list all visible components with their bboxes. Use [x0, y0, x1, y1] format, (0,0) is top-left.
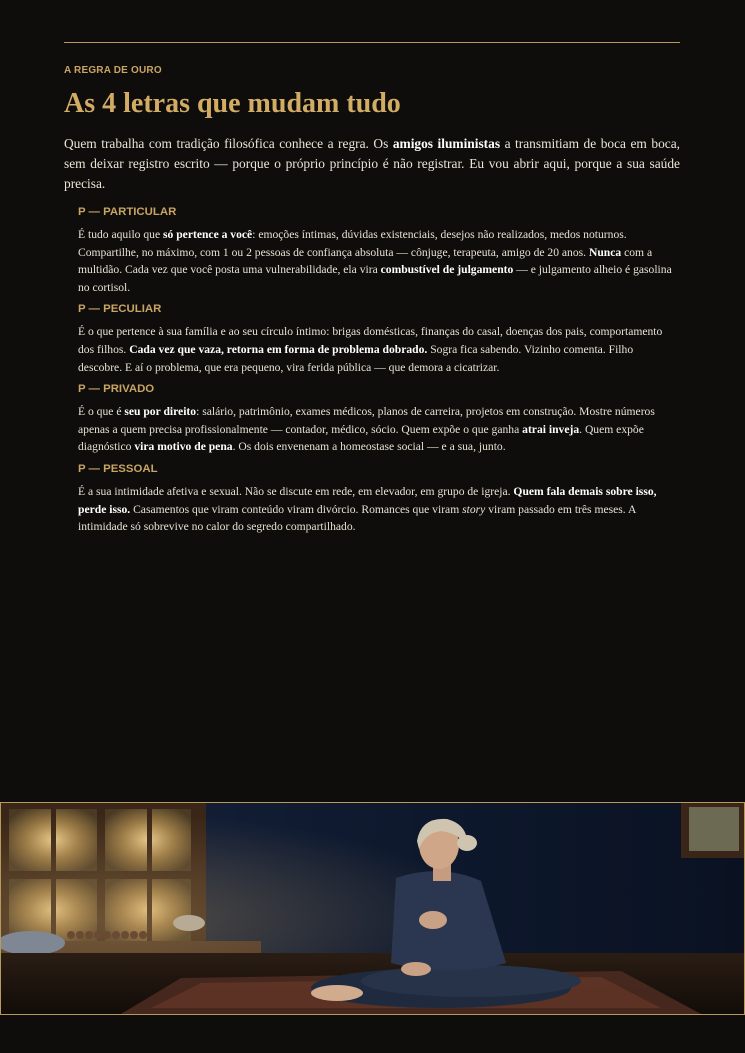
rule-heading-peculiar: P — PECULIAR	[78, 303, 162, 316]
top-rule	[64, 42, 680, 43]
rule-pessoal	[78, 461, 672, 536]
rule-body-peculiar	[78, 323, 672, 376]
rule-bold: só pertence a você	[163, 228, 253, 241]
rule-body-privado	[78, 403, 672, 456]
rule-text: viram passado em três meses. A intimidade só sobrevive no calor do segredo compartilhado.	[78, 502, 636, 534]
rule-text: É o que pertence à sua família e ao seu círculo íntimo: brigas domésticas, finanças do casal, doenças dos pais, comportamento dos filhos.	[78, 325, 663, 356]
rule-text: com a multidão. Cada vez que você posta uma vulnerabilidade, ela vira	[78, 245, 653, 277]
rule-heading-privado: P — PRIVADO	[78, 383, 155, 396]
intro-paragraph	[64, 134, 680, 194]
rule-text: — e julgamento alheio é gasolina no cortisol.	[78, 263, 672, 294]
rule-privado	[78, 381, 672, 456]
meditating-woman-photo	[0, 802, 745, 1015]
rule-bold: vira motivo de pena	[134, 440, 233, 454]
rule-text: Sogra fica sabendo. Vizinho comenta. Filho descobre. E aí o problema, que era pequeno, vira ferida pública — que demora a cicatrizar.	[78, 342, 634, 374]
rule-text: É o que é	[78, 405, 125, 419]
section-kicker: A REGRA DE OURO	[64, 65, 162, 76]
rule-text: . Os dois envenenam a homeostase social — e a sua, junto.	[232, 440, 506, 454]
intro-text-1: Quem trabalha com tradição filosófica conhece a regra. Os	[64, 136, 393, 151]
intro-bold-1: amigos iluministas	[392, 136, 501, 151]
rule-bold: Quem fala demais sobre isso, perde isso.	[78, 484, 657, 516]
rule-text: Casamentos que viram conteúdo viram divórcio. Romances que viram	[130, 502, 463, 516]
rule-peculiar	[78, 301, 672, 376]
rule-italic: story	[462, 502, 486, 516]
rule-bold: Nunca	[588, 245, 622, 259]
rule-text: . Quem expõe diagnóstico	[78, 422, 644, 454]
rule-heading-pessoal: P — PESSOAL	[78, 462, 158, 475]
rule-bold: Cada vez que vaza, retorna em forma de problema dobrado.	[129, 342, 428, 356]
rule-body-particular	[78, 226, 672, 296]
rule-text: : emoções íntimas, dúvidas existenciais, desejos não realizados, medos noturnos. Compartilhe, no máximo, com 1 ou 2 pessoas de confiança absoluta — cônjuge, terapeuta, amigo de 20 anos.	[78, 228, 627, 259]
rule-bold: combustível de julgamento	[380, 263, 514, 277]
rule-bold: atrai inveja	[522, 422, 580, 436]
intro-text-2: a transmitiam de boca em boca, sem deixar registro escrito — porque o próprio princípio é não registrar. Eu vou abrir aqui, porque a sua saúde precisa.	[64, 136, 680, 191]
page-title: As 4 letras que mudam tudo	[64, 88, 401, 119]
rule-particular	[78, 204, 672, 296]
rules-list	[78, 204, 672, 541]
rule-heading-particular: P — PARTICULAR	[78, 206, 177, 218]
rule-text: : salário, patrimônio, exames médicos, planos de carreira, projetos em construção. Mostre números apenas a quem precisa profissionalmente — contador, médico, sócio. Quem expõe o que ganha	[78, 405, 655, 436]
rule-text: É a sua intimidade afetiva e sexual. Não se discute em rede, em elevador, em grupo de igreja.	[78, 484, 514, 498]
rule-body-pessoal	[78, 483, 672, 536]
rule-text: É tudo aquilo que	[78, 228, 164, 241]
rule-bold: seu por direito	[124, 405, 197, 419]
